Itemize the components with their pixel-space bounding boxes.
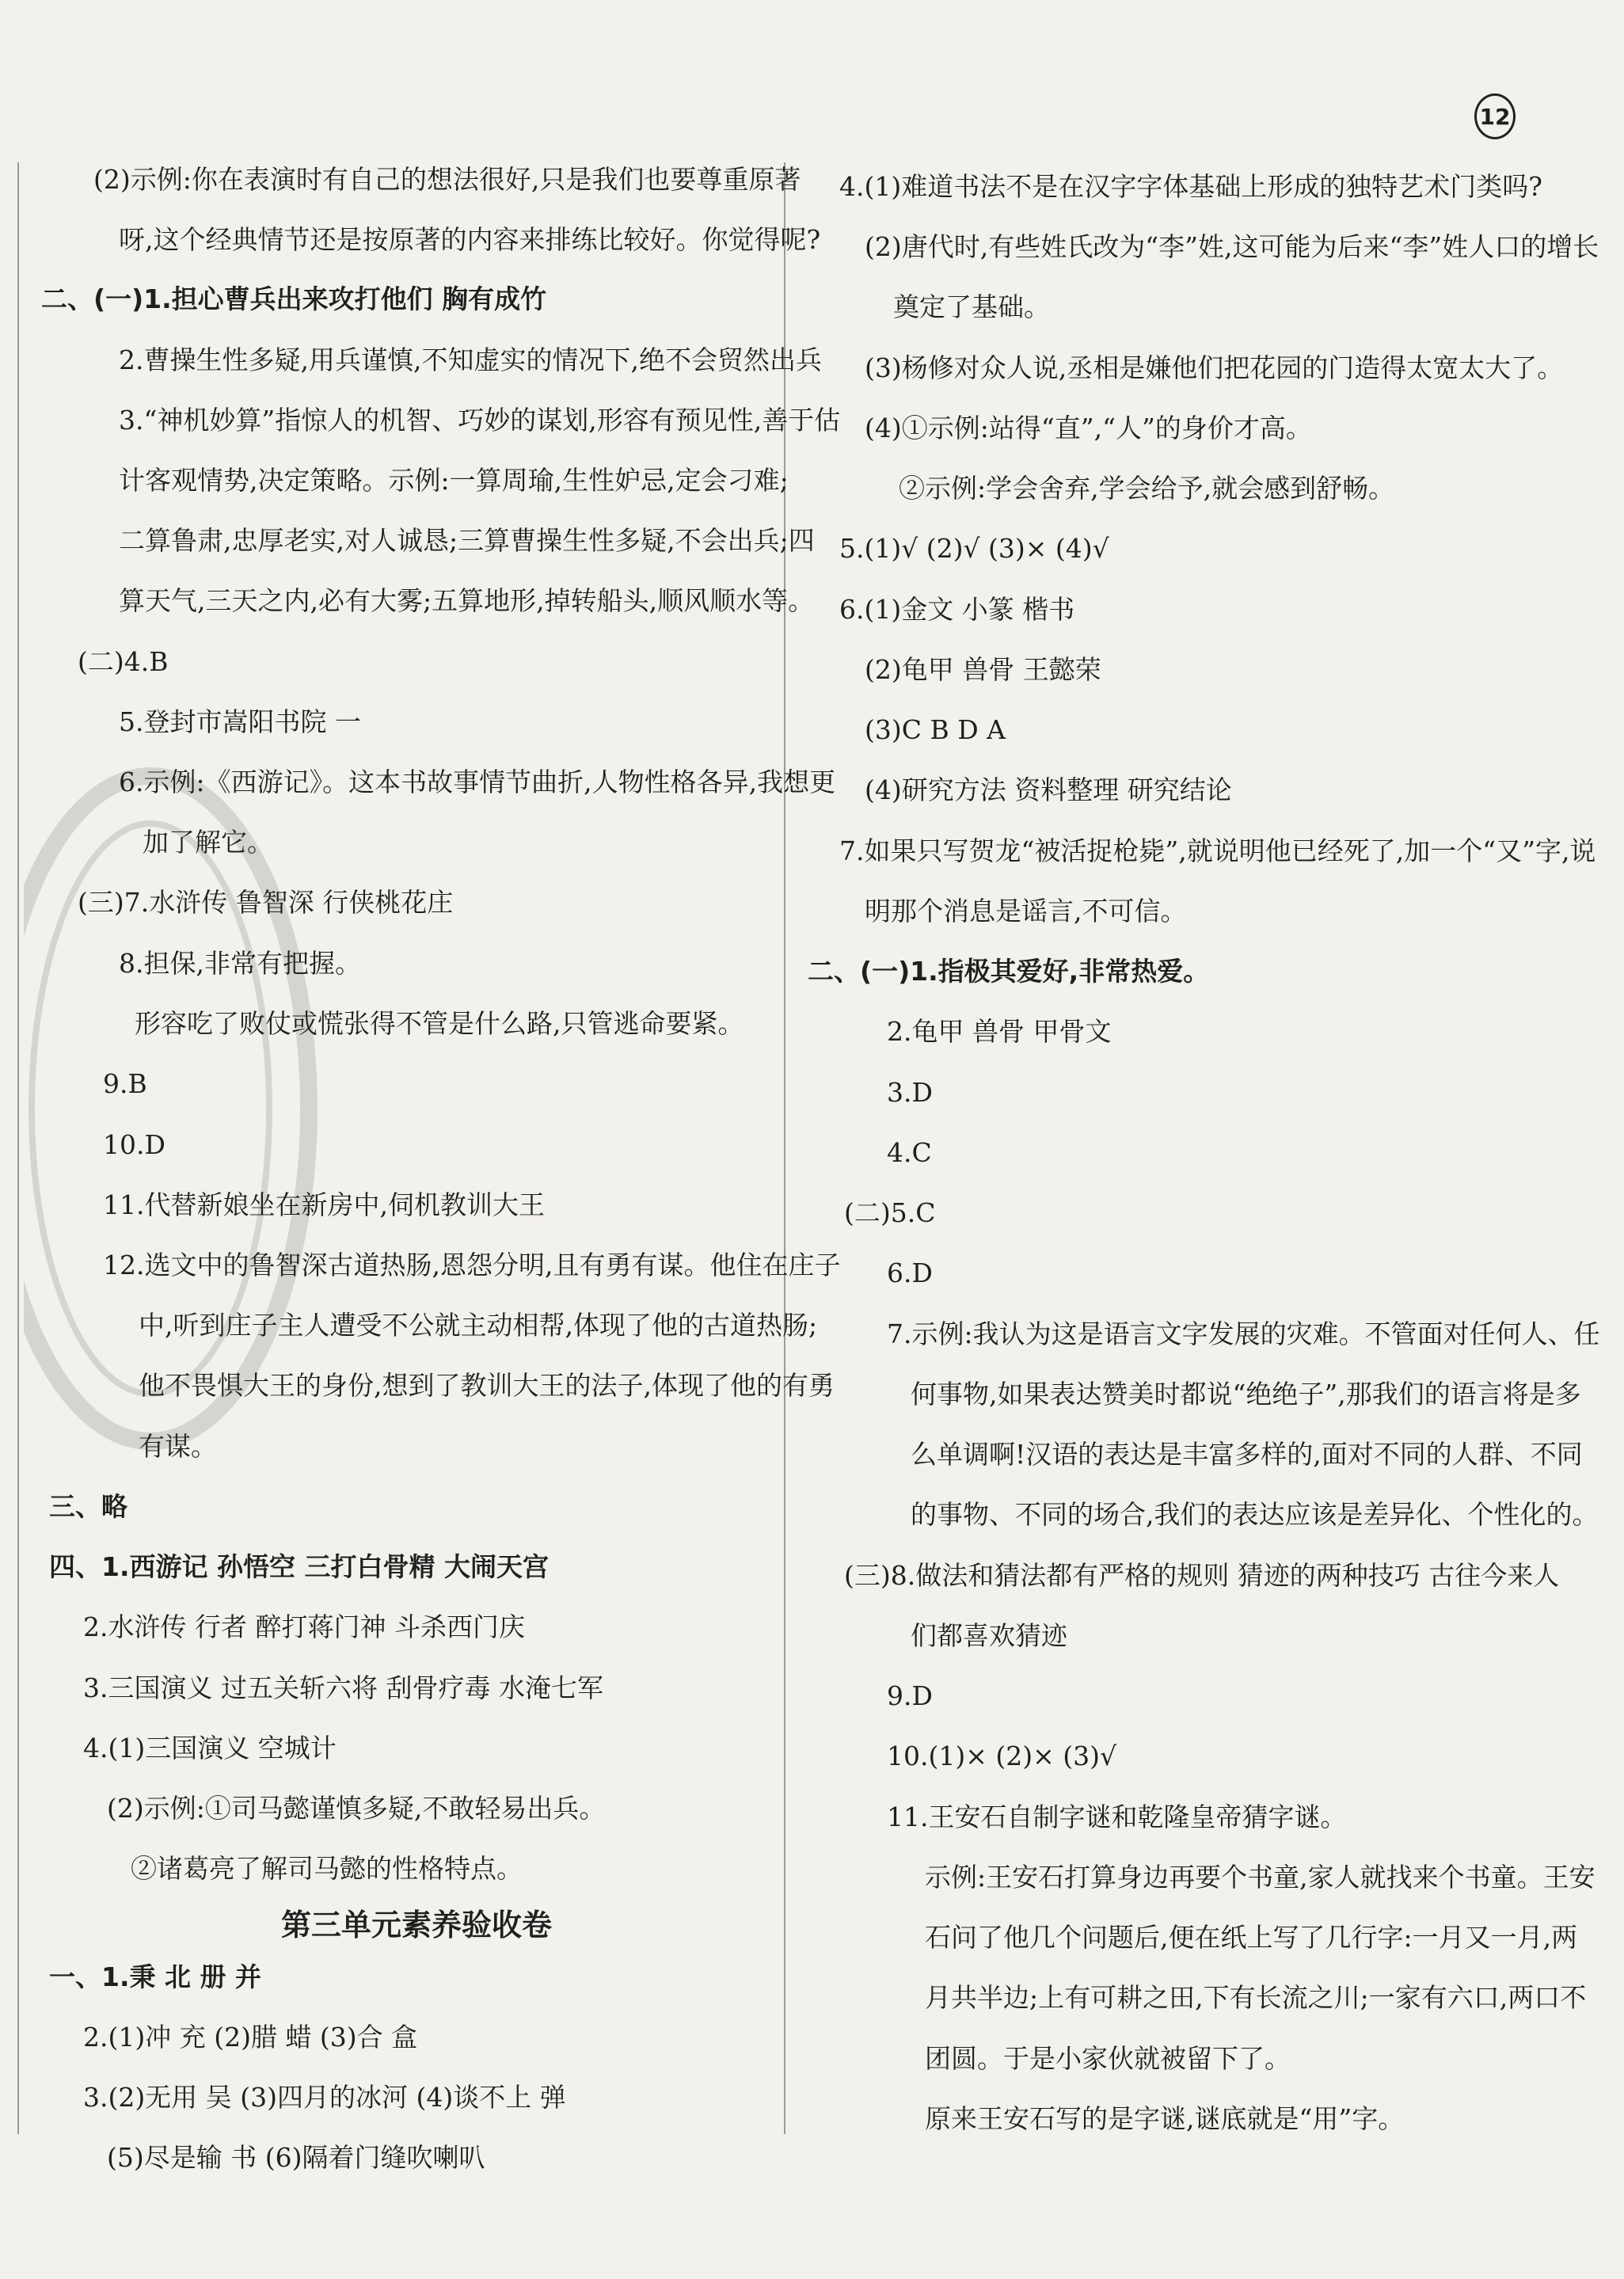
- answer-line: 明那个消息是谣言,不可信。: [865, 896, 1187, 926]
- answer-line: (5)尽是输 书 (6)隔着门缝吹喇叭: [107, 2142, 485, 2173]
- answer-line: (三)7.水浒传 鲁智深 行侠桃花庄: [78, 887, 454, 918]
- answer-line: 2.曹操生性多疑,用兵谨慎,不知虚实的情况下,绝不会贸然出兵: [119, 344, 822, 375]
- answer-line: 8.担保,非常有把握。: [119, 948, 361, 979]
- answer-line: 奠定了基础。: [893, 291, 1050, 322]
- answer-line: 2.(1)冲 充 (2)腊 蜡 (3)合 盒: [83, 2022, 418, 2053]
- answer-line: 二算鲁肃,忠厚老实,对人诚恳;三算曹操生性多疑,不会出兵;四: [119, 525, 815, 556]
- answer-line: 5.登封市嵩阳书院 一: [119, 706, 361, 737]
- answer-line: (二)4.B: [78, 646, 169, 677]
- answer-line: 他不畏惧大王的身份,想到了教训大王的法子,体现了他的有勇: [139, 1370, 835, 1401]
- answer-line: (3)杨修对众人说,丞相是嫌他们把花园的门造得太宽太大了。: [865, 352, 1564, 383]
- answer-line: 形容吃了败仗或慌张得不管是什么路,只管逃命要紧。: [135, 1008, 744, 1039]
- answer-line: 么单调啊!汉语的表达是丰富多样的,面对不同的人群、不同: [911, 1439, 1583, 1470]
- answer-line: 何事物,如果表达赞美时都说“绝绝子”,那我们的语言将是多: [911, 1379, 1581, 1410]
- answer-line: 3.D: [887, 1077, 933, 1108]
- answer-line: (二)5.C: [844, 1197, 936, 1228]
- answer-line: ②诸葛亮了解司马懿的性格特点。: [131, 1853, 523, 1884]
- answer-line: 10.D: [103, 1129, 165, 1160]
- answer-line: 三、略: [49, 1491, 127, 1522]
- answer-line: (4)①示例:站得“直”,“人”的身价才高。: [865, 413, 1312, 443]
- answer-line: 一、1.秉 北 册 并: [49, 1961, 261, 1992]
- answer-line: 4.C: [887, 1137, 932, 1168]
- answer-line: 11.代替新娘坐在新房中,伺机教训大王: [103, 1189, 545, 1220]
- answer-line: 5.(1)√ (2)√ (3)× (4)√: [839, 533, 1109, 564]
- column-divider: [784, 162, 785, 2134]
- answer-line: (2)唐代时,有些姓氏改为“李”姓,这可能为后来“李”姓人口的增长: [865, 231, 1599, 262]
- answer-line: 9.D: [887, 1680, 933, 1711]
- answer-line: 们都喜欢猜迹: [911, 1620, 1067, 1651]
- answer-line: (三)8.做法和猜法都有严格的规则 猜迹的两种技巧 古往今来人: [844, 1560, 1560, 1591]
- answer-line: 的事物、不同的场合,我们的表达应该是差异化、个性化的。: [911, 1499, 1599, 1530]
- answer-line: 7.示例:我认为这是语言文字发展的灾难。不管面对任何人、任: [887, 1318, 1600, 1349]
- answer-line: 3.三国演义 过五关斩六将 刮骨疗毒 水淹七军: [83, 1672, 603, 1703]
- answer-line: 11.王安石自制字谜和乾隆皇帝猜字谜。: [887, 1802, 1347, 1832]
- answer-line: 二、(一)1.担心曹兵出来攻打他们 胸有成竹: [41, 283, 547, 314]
- answer-line: 中,听到庄子主人遭受不公就主动相帮,体现了他的古道热肠;: [139, 1310, 818, 1341]
- answer-line: 有谋。: [139, 1431, 217, 1462]
- answer-line: 四、1.西游记 孙悟空 三打白骨精 大闹天宫: [49, 1551, 549, 1582]
- answer-line: 6.D: [887, 1257, 933, 1288]
- answer-line: 10.(1)× (2)× (3)√: [887, 1741, 1117, 1771]
- answer-line: 3.“神机妙算”指惊人的机智、巧妙的谋划,形容有预见性,善于估: [119, 405, 841, 436]
- answer-line: 4.(1)难道书法不是在汉字字体基础上形成的独特艺术门类吗?: [839, 171, 1542, 202]
- answer-line: 2.龟甲 兽骨 甲骨文: [887, 1016, 1112, 1047]
- answer-line: 9.B: [103, 1068, 147, 1099]
- answer-line: 7.如果只写贺龙“被活捉枪毙”,就说明他已经死了,加一个“又”字,说: [839, 835, 1596, 866]
- answer-line: 计客观情势,决定策略。示例:一算周瑜,生性妒忌,定会刁难;: [119, 465, 789, 496]
- page-number: 12: [1474, 93, 1516, 139]
- answer-line: 4.(1)三国演义 空城计: [83, 1733, 337, 1763]
- answer-line: 算天气,三天之内,必有大雾;五算地形,掉转船头,顺风顺水等。: [119, 585, 815, 616]
- answer-line: 3.(2)无用 吴 (3)四月的冰河 (4)谈不上 弹: [83, 2082, 566, 2113]
- answer-line: (4)研究方法 资料整理 研究结论: [865, 774, 1232, 805]
- answer-line: 6.示例:《西游记》。这本书故事情节曲折,人物性格各异,我想更: [119, 767, 836, 797]
- answer-line: 6.(1)金文 小篆 楷书: [839, 594, 1075, 625]
- answer-line: (2)龟甲 兽骨 王懿荣: [865, 654, 1101, 685]
- answer-line: 团圆。于是小家伙就被留下了。: [925, 2043, 1291, 2074]
- answer-line: (2)示例:①司马懿谨慎多疑,不敢轻易出兵。: [107, 1793, 606, 1824]
- answer-line: 月共半边;上有可耕之田,下有长流之川;一家有六口,两口不: [925, 1982, 1587, 2013]
- answer-line: 石问了他几个问题后,便在纸上写了几行字:一月又一月,两: [925, 1922, 1578, 1953]
- section-title: 第三单元素养验收卷: [281, 1908, 553, 1942]
- answer-line: 示例:王安石打算身边再要个书童,家人就找来个书童。王安: [925, 1862, 1595, 1893]
- answer-line: 2.水浒传 行者 醉打蒋门神 斗杀西门庆: [83, 1611, 525, 1642]
- answer-line: (3)C B D A: [865, 714, 1006, 745]
- answer-line: 呀,这个经典情节还是按原著的内容来排练比较好。你觉得呢?: [119, 224, 821, 255]
- answer-line: 原来王安石写的是字谜,谜底就是“用”字。: [925, 2103, 1405, 2134]
- left-margin-rule: [17, 162, 19, 2134]
- answer-line: 加了解它。: [143, 827, 273, 858]
- answer-line: 二、(一)1.指极其爱好,非常热爱。: [808, 956, 1210, 987]
- answer-line: ②示例:学会舍弃,学会给予,就会感到舒畅。: [899, 473, 1395, 504]
- answer-line: (2)示例:你在表演时有自己的想法很好,只是我们也要尊重原著: [93, 164, 801, 195]
- answer-line: 12.选文中的鲁智深古道热肠,恩怨分明,且有勇有谋。他住在庄子: [103, 1250, 841, 1280]
